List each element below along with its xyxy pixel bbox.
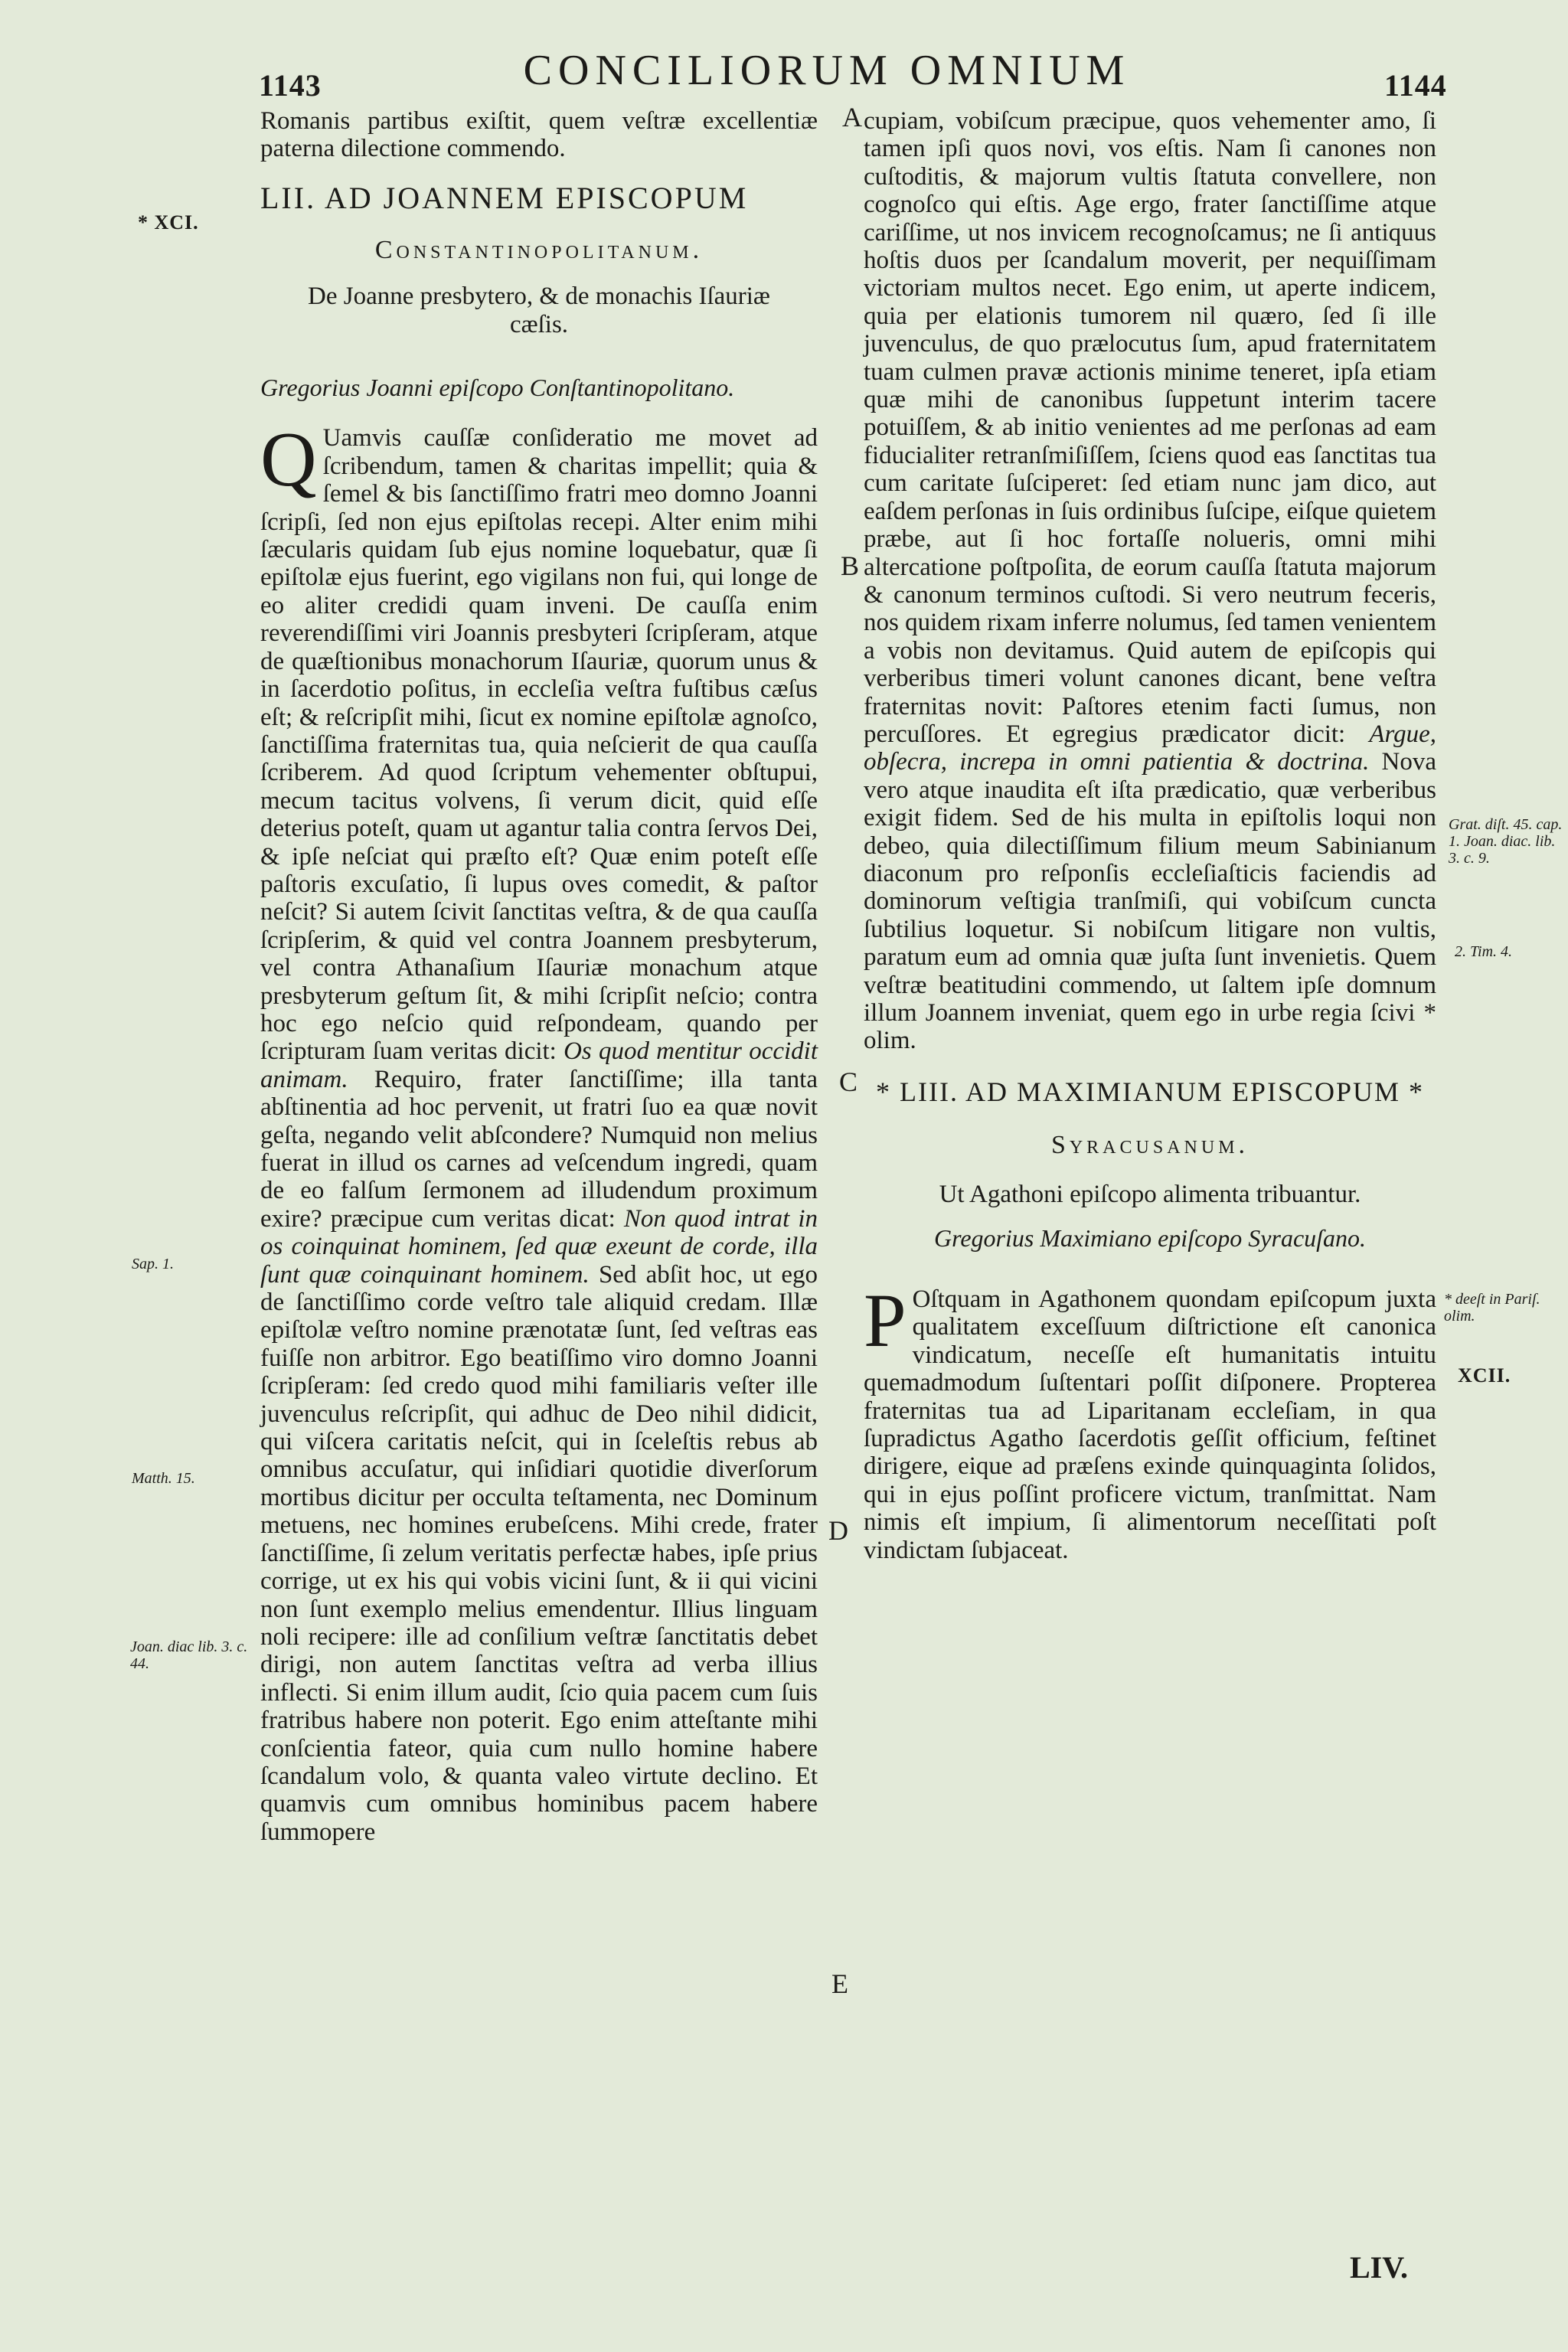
greeting-lii: Gregorius Joanni epiſcopo Conſtantinopolitano. [260,374,735,402]
greeting-liii: Gregorius Maximiano epiſcopo Syracuſano. [933,1223,1367,1252]
left-page-number: 1143 [259,68,322,103]
margin-note-sap: Sap. 1. [132,1256,174,1272]
section-letter-e: E [831,1968,848,1999]
section-letter-b: B [841,550,860,581]
letter-subtitle-lii: Constantinopolitanum. [374,235,704,264]
quote-sap: Os quod mentitur occidit animam. [260,1037,818,1093]
body-lii-part-2: Requiro, frater ſanctiſſime; illa tanta abſtinentia ad hoc pervenit, ut fratri ſuo ea quæ novit geſta, negando velit abſcondere? Numquid non melius fuerat in illud os carnes ad veſcendum ingredi, quam de eo falſum ſermonem ad illudendum proximum exire? præcipue cum veritas dicat: [260,1065,818,1233]
margin-number-xci: * XCI. [138,211,199,234]
margin-note-tim: 2. Tim. 4. [1455,943,1513,960]
right-column [864,107,1436,1564]
letter-body-lii-continued [864,107,1436,1055]
margin-note-joan-diac: Joan. diac lib. 3. c. 44. [130,1638,248,1672]
quote-tim: Argue, obſecra, increpa in omni patientia & doctrina. [864,720,1436,776]
intro-text: Romanis partibus exiſtit, quem veſtræ excellentiæ paterna dilectione commendo. [260,107,818,163]
body-right-part-1: cupiam, vobiſcum præcipue, quos vehementer amo, ſi tamen ipſi quos novi, vos eſtis. Nam ſi canones non cuſtoditis, & majorum vultis ſtatuta convellere, non cognoſco qui eſtis. Age ergo, frater ſanctiſſime atque cariſſime, ut nos invicem recognoſcamus; ne ſi antiquus hoſtis duos per ſcandalum moverit, per nequiſſimam victoriam multos necet. Ego enim, ut aperte indicem, quia per elationis tumorem nil quæro, ſed ſi ille juvenculus, de quo prælocutus ſum, apud fraternitatem tuam culmen pravæ actionis minime teneret, ipſa etiam quæ mihi de canonibus ſuppetunt interim tacere potuiſſem, & ab initio venientes ad me perſonas ad eam fiducialiter retranſmiſiſſem, ſciens quod eas ſanctitas tua cum caritate ſuſciperet: ſed etiam nunc jam dico, aut eaſdem perſonas in ſuis ordinibus ſuſcipe, eiſque quietem præbe, aut ſi hoc fortaſſe nolueris, omni mihi altercatione poſtpoſita, de eorum cauſſa ſtatuta majorum & canonum terminos cuſtodi. Si vero neutrum feceris, nos quidem rixam inferre nolumus, ſed tamen venientem a vobis non devitamus. Quid autem de epiſcopis qui verberibus timeri volunt canones dicant, bene veſtra fraternitas novit: Paſtores etenim facti ſumus, non percuſſores. Et egregius prædicator dicit: [864,107,1436,748]
margin-number-xcii: XCII. [1458,1364,1511,1387]
body-lii-part-1: Uamvis cauſſæ conſideratio me movet ad ſcribendum, tamen & charitas impellit; quia & ſemel & bis ſanctiſſimo fratri meo domno Joanni ſcripſi, ſed non ejus epiſtolas recepi. Alter enim mihi ſæcularis quidam ſub ejus nomine loquebatur, quæ ſi epiſtolæ ejus fuerint, ego vigilans non fui, qui longe de eo aliter credidi quam inveni. De cauſſa enim reverendiſſimi viri Joannis presbyteri ſcripſeram, atque de quæſtionibus monachorum Iſauriæ, quorum unus & in ſacerdotio poſitus, in eccleſia veſtra fuſtibus cæſus eſt; & reſcripſit mihi, ſicut ex nomine epiſtolæ agnoſco, ſanctiſſima fraternitas tua, quia neſcierit de qua cauſſa ſcriberem. Ad quod ſcriptum vehementer obſtupui, mecum tacitus volvens, ſi verum dicit, quid eſſe deterius poteſt, quam ut agantur talia contra ſervos Dei, & ipſe neſciat qui præſto eſt? Quæ enim poteſt eſſe paſtoris excuſatio, ſi lupus oves comedit, & paſtor neſcit? Si autem ſcivit ſanctitas veſtra, & de qua cauſſa ſcripſerim, & quid vel contra Joannem presbyterum, vel contra Athanaſium Iſauriæ monachum atque presbyterum geſtum ſit, & mihi ſcripſit neſcio; contra hoc ego neſcio quid reſpondeam, quando per ſcripturam ſuam veritas dicit: [260,424,818,1066]
catchword: LIV. [1350,2250,1408,2285]
right-page-number: 1144 [1384,68,1447,103]
running-title: CONCILIORUM OMNIUM [523,47,1131,94]
body-lii-part-3: Sed abſit hoc, ut ego de ſanctiſſimo corde veſtro tale aliquid credam. Illæ epiſtolæ veſtro nomine prænotatæ ſunt, ſed veſtras eas fuiſſe non arbitror. Ego beatiſſimo viro domno Joanni ſcripſeram: ſed credo quod mihi familiaris veſter ille juvenculus reſcripſit, qui adhuc de Deo nihil didicit, qui viſcera caritatis neſcit, qui in ſceleſtis rebus ab omnibus accuſatur, qui inſidiari quotidie diverſorum mortibus dicitur per occulta teſtamenta, nec Dominum metuens, nec homines erubeſcens. Mihi crede, frater ſanctiſſime, ſi zelum veritatis perfectæ habes, ipſe prius corrige, ut ex his qui vobis vicini ſunt, & ii qui vicini non ſunt exemplo melius emendentur. Illius linguam noli recipere: ille ad conſilium veſtræ ſanctitatis debet dirigi, non autem ſanctitas veſtra ad verba illius inflecti. Si enim illum audit, ſcio quia pacem cum ſuis fratribus habere non poterit. Ego enim atteſtante mihi conſcientia fateor, quia cum nullo homine habere ſcandalum volo, & quanta valeo virtute declino. Et quamvis cum omnibus hominibus pacem habere ſummopere [260,1260,818,1846]
letter-body-lii [260,416,818,1846]
letter-summary-lii: De Joanne presbytero, & de monachis Iſauriæ cæſis. [308,283,770,338]
margin-note-grat: Grat. diſt. 45. cap. 1. Joan. diac. lib. 3. c. 9. [1449,816,1563,867]
section-letter-d: D [828,1515,848,1546]
body-right-part-2: Nova vero atque inaudita eſt iſta prædicatio, quæ verberibus exigit fidem. Sed de his multa in epiſtolis loqui non debeo, quia dilectiſſimum filium meum Sabinianum diaconum pro reſponſis eccleſiaſticis faciendis ad dominorum veſtigia tranſmiſi, qui vobiſcum cuncta ſubtilius loquetur. Si nobiſcum litigare non vultis, paratum eum ad omnia quæ juſta ſunt invenietis. Quem veſtræ beatitudini commendo, ut ſaltem ipſe domnum illum Joannem inveniat, quem ego in urbe regia ſcivi * olim. [864,748,1437,1055]
letter-subtitle-liii: Syracusanum. [1050,1130,1250,1159]
section-letter-a: A [842,102,862,132]
letter-summary-liii: Ut Agathoni epiſcopo alimenta tribuantur. [939,1181,1361,1209]
letter-body-liii [864,1278,1436,1564]
section-letter-c: C [839,1067,858,1097]
left-column [260,107,818,1846]
dropcap-p: P [864,1278,906,1364]
margin-note-matth: Matth. 15. [132,1470,195,1487]
letter-heading-lii: LII. AD JOANNEM EPISCOPUM [260,180,749,215]
dropcap-q: Q [260,416,317,504]
quote-matth: Non quod intrat in os coinquinat hominem, ſed quæ exeunt de corde, illa ſunt quæ coinquinant hominem. [260,1204,818,1289]
letter-heading-liii: * LIII. AD MAXIMIANUM EPISCOPUM * [875,1076,1425,1107]
body-liii: Oſtquam in Agathonem quondam epiſcopum juxta qualitatem exceſſuum diſtrictione eſt canonica vindicatum, neceſſe eſt humanitatis intuitu quemadmodum ſuſtentari poſſit diſponere. Propterea fraternitas tua ad Liparitanam eccleſiam, in qua ſupradictus Agatho ſacerdotis geſſit officium, feſtinet dirigere, eique ad præſens exinde quinquaginta ſolidos, qui in ejus poſſint proficere victum, tranſmittat. Nam nimis eſt impium, ſi alimentorum neceſſitati poſt vindictam ſubjaceat. [864,1285,1436,1564]
margin-note-deest: * deeſt in Pariſ. olim. [1444,1291,1540,1325]
